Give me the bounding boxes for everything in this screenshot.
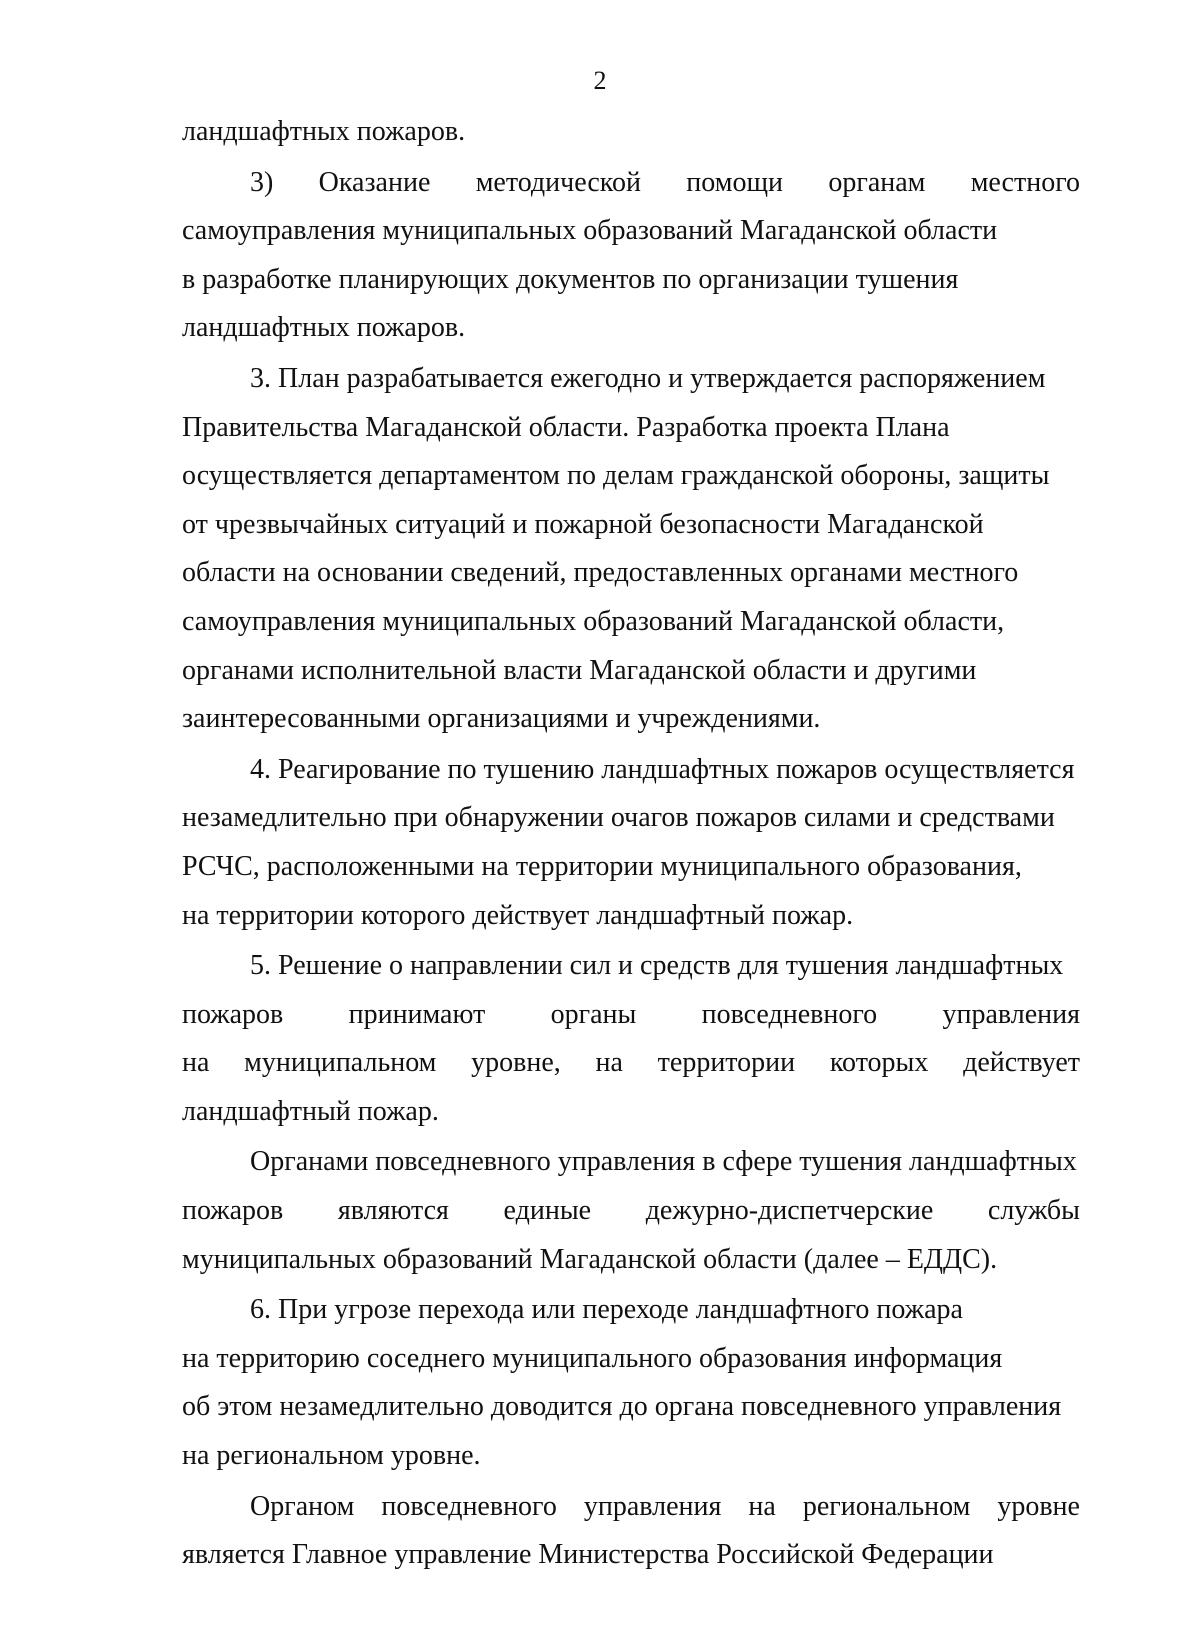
text-line: на территорию соседнего муниципального образования информация [182, 1342, 1003, 1374]
word: единые [503, 1195, 592, 1227]
text-line: является Главное управление Министерства Российской Федерации [182, 1539, 994, 1571]
word: действует [963, 1047, 1080, 1079]
text-line: самоуправления муниципальных образований Магаданской области [182, 215, 998, 247]
text-line: области на основании сведений, предоставленных органами местного [182, 557, 1019, 589]
text-line: 4. Реагирование по тушению ландшафтных пожаров осуществляется [250, 753, 1075, 785]
text-line: ландшафтных пожаров. [182, 312, 466, 344]
text-line: в разработке планирующих документов по организации тушения [182, 263, 959, 295]
text-line: ландшафтный пожар. [182, 1095, 439, 1127]
paragraph-8 [182, 1483, 1080, 1580]
text-line-justified [182, 991, 1080, 1040]
text-line-justified [182, 1187, 1080, 1236]
text-line: муниципальных образований Магаданской области (далее – ЕДДС). [182, 1243, 998, 1275]
text-line: Правительства Магаданской области. Разработка проекта Плана [182, 411, 950, 443]
word: повседневного [381, 1490, 557, 1522]
word: муниципальном [244, 1047, 437, 1079]
text-line-justified [182, 1483, 1080, 1532]
word: повседневного [701, 998, 878, 1030]
word: пожаров [182, 998, 284, 1030]
word: управления [942, 998, 1080, 1030]
word: пожаров [182, 1195, 284, 1227]
word: Оказание [318, 166, 431, 198]
word: территории [657, 1047, 796, 1079]
word: 3) [250, 166, 274, 198]
text-line: 5. Решение о направлении сил и средств для тушения ландшафтных [250, 950, 1064, 982]
paragraph-5 [182, 942, 1080, 1136]
text-line: РСЧС, расположенными на территории муниципального образования, [182, 850, 1022, 882]
text-line: на региональном уровне. [182, 1440, 481, 1472]
paragraph-2 [182, 159, 1080, 353]
word: уровне, [471, 1047, 561, 1079]
word: управления [583, 1490, 722, 1522]
text-line: Органами повседневного управления в сфере тушения ландшафтных [250, 1146, 1077, 1178]
paragraph-7 [182, 1286, 1080, 1480]
text-line: осуществляется департаментом по делам гражданской обороны, защиты [182, 460, 1050, 492]
paragraph-3 [182, 355, 1080, 744]
word: региональном [802, 1490, 971, 1522]
page-number: 2 [593, 66, 607, 95]
word: органы [550, 998, 637, 1030]
word: на [595, 1047, 623, 1079]
text-line: от чрезвычайных ситуаций и пожарной безопасности Магаданской [182, 508, 984, 540]
text-line: ландшафтных пожаров. [182, 116, 466, 147]
word: службы [987, 1195, 1080, 1227]
word: на [182, 1047, 210, 1079]
word: методической [475, 166, 641, 198]
paragraph-6 [182, 1138, 1080, 1284]
word: помощи [686, 166, 783, 198]
text-line: заинтересованными организациями и учреждениями. [182, 703, 821, 735]
text-line: самоуправления муниципальных образований Магаданской области, [182, 605, 1005, 637]
text-line: органами исполнительной власти Магаданской области и другими [182, 654, 977, 686]
word: уровне [997, 1490, 1080, 1522]
word: органам [828, 166, 926, 198]
word: местного [970, 166, 1080, 198]
text-line: незамедлительно при обнаружении очагов пожаров силами и средствами [182, 802, 1055, 834]
text-line: 6. При угрозе перехода или переходе ландшафтного пожара [250, 1294, 963, 1326]
word: дежурно-диспетчерские [645, 1195, 934, 1227]
text-line-justified [182, 159, 1080, 208]
text-line-justified [182, 1039, 1080, 1088]
paragraph-4 [182, 746, 1080, 940]
text-line: на территории которого действует ландшафтный пожар. [182, 899, 854, 931]
word: которых [829, 1047, 929, 1079]
text-line: 3. План разрабатывается ежегодно и утверждается распоряжением [250, 362, 1046, 394]
word: являются [337, 1195, 449, 1227]
word: принимают [348, 998, 486, 1030]
word: на [748, 1490, 776, 1522]
word: Органом [250, 1490, 355, 1522]
document-body [182, 108, 1080, 1580]
paragraph-1 [182, 108, 1080, 157]
text-line: об этом незамедлительно доводится до органа повседневного управления [182, 1391, 1062, 1423]
